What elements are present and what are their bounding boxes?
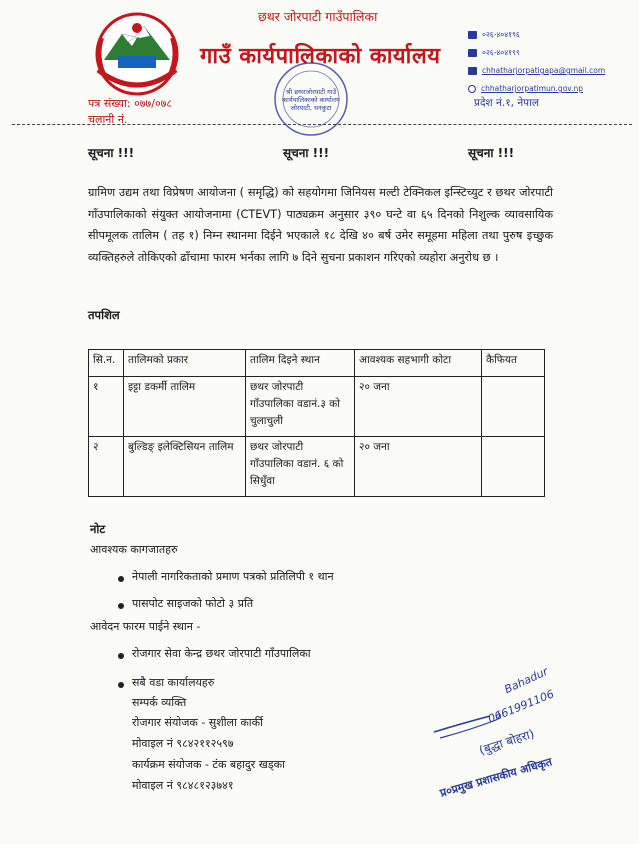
signatory-role: प्र०प्रमुख प्रशासकीय अधिकृत — [438, 755, 554, 800]
notice-heading-right: सूचना !!! — [468, 146, 515, 160]
web-icon — [468, 85, 476, 93]
contact-line: मोवाइल नं ९८४८१२३७४१ — [132, 779, 234, 792]
notice-body: ग्रामिण उद्यम तथा विप्रेषण आयोजना ( समृद्धि) को सहयोगमा जिनियस मल्टी टेक्निकल इन्स्टिच्युट र छथर जोरपाटी गाँउपालिकाको संयुक्त आयोजनामा (CTEVT) पाठ्यक्रम अनुसार ३९० घन्टे वा ६५ दिनको निशुल्क व्यावसायिक सीपमूलक तालिम ( तह १) निम्न स्थानमा दिईने भएकाले १८ देखि ४० बर्ष उमेर समूहमा महिला तथा पुरुष इच्छुक व्यक्तिहरुले तोकिएको ढाँचामा फारम भर्नका लागि ७ दिने सुचना प्रकाशन गरिएको व्यहोरा अनुरोध छ । — [88, 186, 553, 264]
list-item: सबै वडा कार्यालयहरु — [132, 676, 215, 689]
cell-serial: १ — [89, 377, 124, 437]
note-heading: नोट — [90, 522, 106, 536]
cell-venue: छथर जोरपाटी गाँउपालिका वडानं. ६ को सिधुँवा — [246, 437, 355, 497]
bullet-icon — [118, 603, 124, 609]
signature-phone: 0661991106 — [486, 687, 556, 726]
contact-line: मोवाइल नं ९८४२११२५९७ — [132, 737, 234, 750]
cell-venue: छथर जोरपाटी गाँउपालिका वडानं.३ को चुलाचुली — [246, 377, 355, 437]
reference-number: पत्र संख्या: ०७७/०७८ — [88, 97, 173, 110]
col-header-venue: तालिम दिइने स्थान — [246, 350, 355, 377]
dispatch-number: चलानी नं. — [88, 113, 128, 126]
cell-quota: २० जना — [355, 377, 482, 437]
bullet-icon — [118, 576, 124, 582]
cell-remarks — [482, 437, 545, 497]
col-header-quota: आवश्यक सहभागी कोटा — [355, 350, 482, 377]
bullet-icon — [118, 653, 124, 659]
col-header-serial: सि.न. — [89, 350, 124, 377]
documents-heading: आवश्यक कागजातहरु — [90, 543, 178, 556]
bullet-icon — [118, 682, 124, 688]
contact-phone-1: ०२६-४०४१९६ — [468, 30, 520, 40]
signatory-name: (बुद्धा बोहरा) — [477, 726, 536, 758]
col-header-training-type: तालिमको प्रकार — [124, 350, 246, 377]
nepal-emblem-logo — [88, 8, 186, 100]
stamp-text: श्री छथरजोरपाटी गाउँ कार्यपालिकाको कार्यालय जोरपाटी, धनकुटा — [282, 88, 340, 112]
header-divider — [12, 124, 632, 125]
signature-name: Bahadur — [502, 664, 551, 697]
cell-remarks — [482, 377, 545, 437]
contact-website: chhatharjorpatimun.gov.np — [468, 84, 583, 93]
contact-line: कार्यक्रम संयोजक - टंक बहादुर खड्का — [132, 758, 285, 771]
table-row — [89, 377, 545, 437]
notice-heading-left: सूचना !!! — [88, 146, 135, 160]
office-title: गाउँ कार्यपालिकाको कार्यालय — [200, 44, 441, 69]
municipality-name: छथर जोरपाटी गाउँपालिका — [258, 9, 378, 24]
cell-training-type: बुल्डिङ् इलेक्टिसियन तालिम — [124, 437, 246, 497]
notice-heading-center: सूचना !!! — [283, 146, 330, 160]
cell-serial: २ — [89, 437, 124, 497]
contact-line: रोजगार संयोजक - सुशीला कार्की — [132, 716, 263, 729]
list-item: पासपोट साइजको फोटो ३ प्रति — [132, 597, 254, 610]
phone-icon — [468, 49, 477, 57]
form-place-heading: आवेदन फारम पाईने स्थान - — [90, 620, 201, 633]
details-heading: तपशिल — [88, 308, 120, 322]
list-item: नेपाली नागरिकताको प्रमाण पत्रको प्रतिलिपी १ थान — [132, 570, 334, 583]
list-item: रोजगार सेवा केन्द्र छथर जोरपाटी गाँउपालिका — [132, 647, 311, 660]
email-icon — [468, 67, 477, 75]
col-header-remarks: कैफियत — [482, 350, 545, 377]
cell-training-type: इट्टा डकर्मी तालिम — [124, 377, 246, 437]
cell-quota: २० जना — [355, 437, 482, 497]
location: प्रदेश नं.१, नेपाल — [474, 97, 539, 109]
phone-icon — [468, 31, 477, 39]
contact-line: सम्पर्क व्यक्ति — [132, 696, 187, 709]
contact-phone-2: ०२६-४०४१९९ — [468, 48, 520, 58]
training-table — [88, 349, 545, 497]
table-row — [89, 437, 545, 497]
table-header-row — [89, 350, 545, 377]
contact-email: chhatharjorpatigapa@gmail.com — [468, 66, 605, 75]
